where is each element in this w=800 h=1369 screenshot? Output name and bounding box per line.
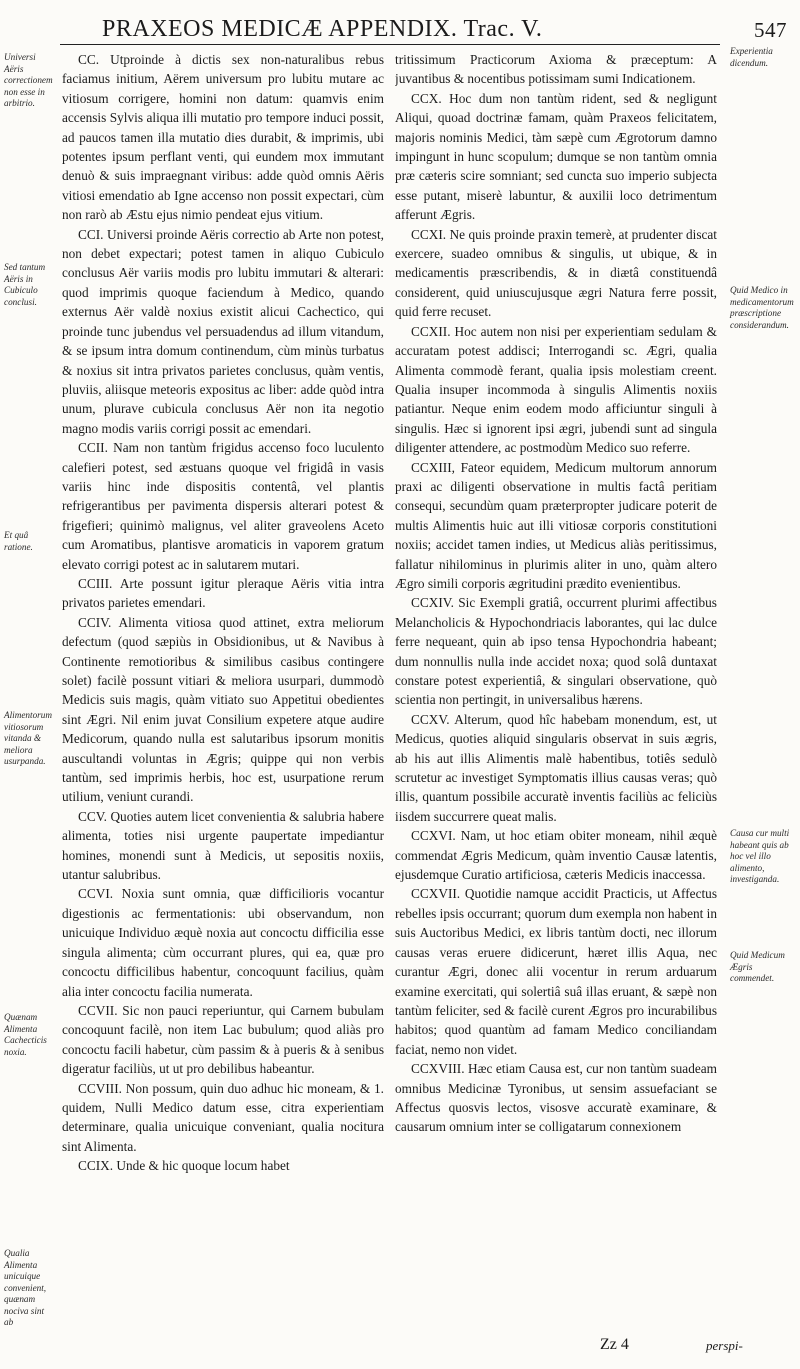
paragraph: CCIV. Alimenta vitiosa quod attinet, extra meliorum defectum (quod sæpiùs in Obsidionibus, ut & Navibus à Continente remotioribus & similibus casibus contingere solet) facilè possunt vitiari & meliora usurpari, dummodò Medicis suis magis, quàm vitiato suo Appetitui obedientes sint Ægri. Nil enim juvat Consilium expetere atque audire Medicorum, quando nulla est salutaribus ipsorum monitis auscultandi voluntas in Ægris; quippe qui non verbis tantùm, sed imprimis herbis, hoc est, usurpatione rerum utilium, veniunt curandi. [62,614,384,805]
margin-note-left: Alimentorum vitiosorum vitanda & meliora usurpanda. [4,710,52,766]
paragraph: CCXI. Ne quis proinde praxin temerè, at prudenter discat exercere, suadeo omnibus & singulis, ut ubique, & in medicamentis præscribendis, & in diætâ constituendâ considerent, quid uniuscujusque ægri Natura ferre possit, quid ferre recuset. [395,226,717,320]
paragraph: CCVIII. Non possum, quin duo adhuc hic moneam, & 1. quidem, Nulli Medico datum esse, citra experientiam determinare, qualia unicuique conveniant, qualia nocitura sint Alimenta. [62,1080,384,1154]
margin-note-left: Sed tantum Aëris in Cubiculo conclusi. [4,262,46,307]
paragraph: CCVI. Noxia sunt omnia, quæ difficilioris vocantur digestionis ac fermentationis: ubi observandum, non unicuique Individuo æquè noxia aut concoctu difficilia esse singula alimenta; cùm occurrant plures, qui ea, quæ pro concoctu difficilibus habentur, concoquunt facilius, quàm alia inter concoctu facilia numerata. [62,886,384,999]
paragraph: CCXII. Hoc autem non nisi per experientiam sedulam & accuratam potest addisci; Interrogandi sc. Ægri, qualia Alimenta commodè ferant, qualia ipsis molestiam creent. Qualia insuper incommoda à singulis Alimentis noxiis patiantur. Neque enim eodem modo afficiuntur singuli à singulis. Hæc si ignorent ipsi ægri, jubendi sunt ad singula diligenter attendere, ac postmodùm Medico suo referre. [395,323,717,456]
margin-note-right: Causa cur multi habeant quis ab hoc vel illo alimento, investiganda. [730,828,790,884]
paragraph: CC. Utproinde à dictis sex non-naturalibus rebus faciamus initium, Aërem universum pro lubitu mutare ac vitiosum corrigere, homini non datum: quamvis enim accensis Sylvis aliqua illi mutatio pro tempore induci possit, ad paucos tamen illa mutatio dies durabit, & imprimis, ubi potentes ipsum perflant venti, qui eundem mox immutant denuò & suis impraegnant viribus: adde quòd omnis Aëris vitiosi emendatio ab Igne accenso non possit expectari, cùm non rarò ab Æstu ejus nimio pendeat ejus vitium. [62,52,384,223]
margin-note-right: Quid Medicum Ægris commendet. [730,950,785,983]
paragraph: CCII. Nam non tantùm frigidus accenso foco luculento calefieri potest, sed æstuans quoque vel frigidâ in vasis variis hinc inde dispositis contentâ, vel plantis refrigerantibus per pavimenta dispersis alterari potest & frigefieri; quinimò malignus, vel aliter graveolens Aceto cum Aromatibus, plantisve aromaticis in vaporem gratum elevato corrigi potest ac in salutarem mutari. [62,440,384,572]
margin-note-left: Et quâ ratione. [4,530,33,552]
paragraph: CCV. Quoties autem licet convenientia & salubria habere alimenta, toties nisi urgente paupertate impediantur homines, monendi sunt à Medicis, ut sepositis noxiis, utantur salubribus. [62,808,384,883]
paragraph: CCI. Universi proinde Aëris correctio ab Arte non potest, non debet expectari; potest tamen in aliquo Cubiculo conclusus Aër variis modis pro lubitu immutari & alterari: quod imprimis quoque faciendum à Medico, quando externus Aër valdè noxius existit alicui Cachectico, qui proinde tunc jubendus vel persuadendus ad illum vitandum, & se ipsum intra domum continendum, cùm minùs turbatus & noxius sit intra privatos parietes conclusus, quàm ventis, pluviis, aliisque meteoris expositus ac liber: adde quòd intra unum, plurave cubicula conclusus Aër non ita negotio magno modis variis corrigi possit ac emendari. [62,226,384,436]
paragraph: CCXVI. Nam, ut hoc etiam obiter moneam, nihil æquè commendat Ægris Medicum, quàm inventio Causæ latentis, ejusdemque Curatio artificiosa, cæteris Medicis inaccessa. [395,828,717,883]
page-number: 547 [754,18,787,42]
paragraph: CCXVIII. Hæc etiam Causa est, cur non tantùm suadeam omnibus Medicinæ Tyronibus, ut sensim assuefaciant se Affectus quosvis lectos, visosve accuratè examinare, & causarum omnium inter se colligatarum connexionem [395,1061,717,1135]
paragraph: CCXV. Alterum, quod hîc habebam monendum, est, ut Medicus, quoties aliquid singularis observat in suis ægris, ab his aut illis Alimentis malè habentibus, totiês sedulò scrutetur ac investiget Symptomatis illius causas veras; quò illis, quantum possibile accuratè inventis faciliùs ac feliciùs iisdem succurrere queat malis. [395,711,717,824]
paragraph: CCVII. Sic non pauci reperiuntur, qui Carnem bubulam concoquunt facilè, non item Lac bubulum; quod aliàs pro concoctu facili habetur, cùm passim & à pueris & à senibus digeratur faciliùs, ut ut pro debilibus habeantur. [62,1002,384,1077]
signature-mark: Zz 4 [600,1336,629,1353]
catchword: perspi- [706,1338,743,1353]
margin-note-left: Universi Aëris correctionem non esse in arbitrio. [4,52,53,108]
running-title: PRAXEOS MEDICÆ APPENDIX. Trac. V. [102,16,543,42]
paragraph: CCIX. Unde & hic quoque locum habet [78,1158,290,1174]
right-column [395,50,717,1340]
paragraph: CCXIII, Fateor equidem, Medicum multorum annorum praxi ac diligenti observatione in multis factâ peritiam consequi, secundùm quam præterpropter judicare poterit de multis Alimentis huic aut illi vitiosæ corporis constitutioni noxiis; accidet tamen indies, ut Medicus aliàs peritissimus, fallatur nihilominus in plurimis aliter in uno, quàm altero Ægro simili corporis ægritudini prædito evenientibus. [395,459,717,591]
paragraph: tritissimum Practicorum Axioma & præceptum: A juvantibus & nocentibus potissimam sumi Indicationem. [395,52,717,87]
running-header [40,12,795,48]
margin-note-left: Quænam Alimenta Cachecticis noxia. [4,1012,47,1057]
left-column [62,50,384,1355]
paragraph: CCXVII. Quotidie namque accidit Practicis, ut Affectus rebelles ipsis occurrant; quorum dum exempla non habent in suis Auctoribus Medici, ex libris tantùm docti, nec illorum causas veras eruere didicerunt, hæret illis Aqua, nec curantur Ægri, donec alii vocentur in rerum arduarum examine exercitati, qui solertiâ suâ illas eruant, & sæpè non tantùm feliciter, sed & facilè curent Ægros pro incurabilibus habitos; quod quantùm ad famam Medico conciliandam faciat, nemo non videt. [395,886,717,1057]
margin-note-right: Quid Medico in medicamentorum præscriptione considerandum. [730,285,794,330]
margin-note-left: Qualia Alimenta unicuique convenient, quænam nociva sint ab [4,1248,47,1327]
paragraph: CCX. Hoc dum non tantùm rident, sed & negligunt Aliqui, quoad doctrinæ famam, quàm Praxeos felicitatem, majoris nominis Medici, tàm sæpè cum Ægrotorum damno impingunt in hunc scopulum; dumque se non tantùm omnia præ cæteris scire somniant; sed cuncta suo imperio subjecta esse putant, miserè labuntur, & auxilii loco detrimentum afferunt Ægris. [395,90,717,223]
margin-note-right: Experientia dicendum. [730,46,773,68]
paragraph: CCIII. Arte possunt igitur pleraque Aëris vitia intra privatos parietes emendari. [62,575,384,611]
header-rule [60,44,720,45]
paragraph: CCXIV. Sic Exempli gratiâ, occurrent plurimi affectibus Melancholicis & Hypochondriacis laborantes, qui lac dulce ferre nequeant, quin ab ipso tensa Hypochondria habeant; dum nonnullis nulla inde accidet noxa; quod solâ duntaxat constare potest experientiâ, & singulari observatione, quò scientia non pertingit, in universalibus hærens. [395,595,717,708]
